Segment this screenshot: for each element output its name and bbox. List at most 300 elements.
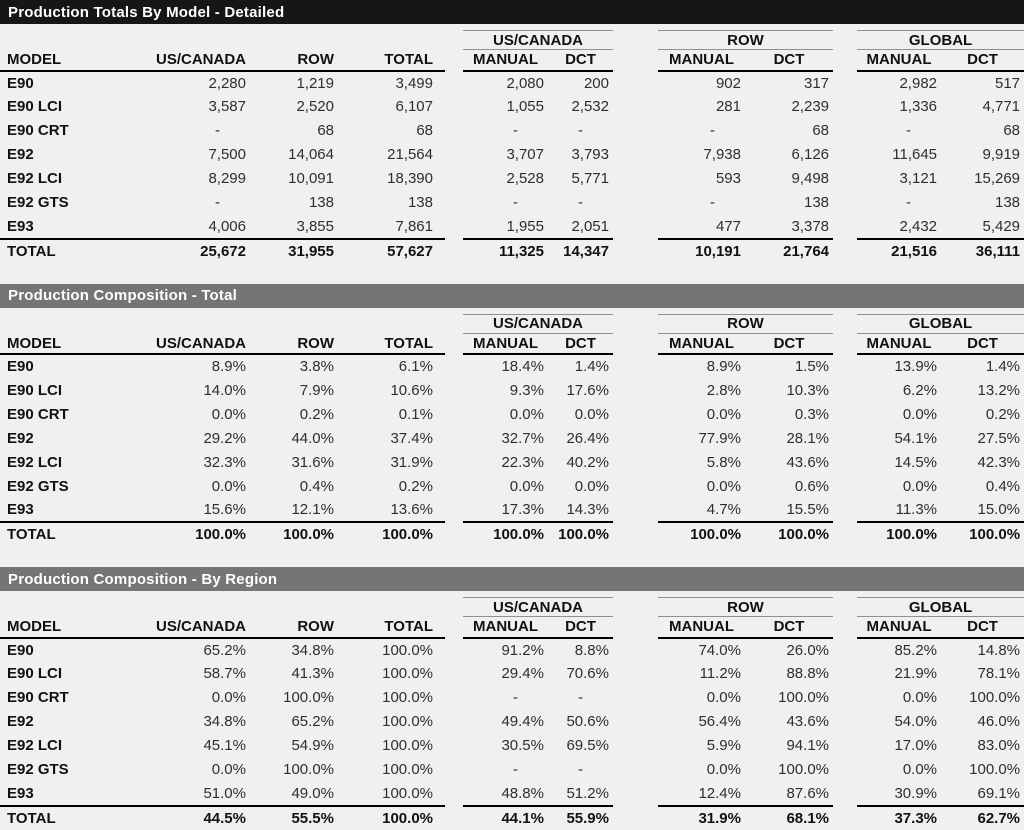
value-cell: 57,627 xyxy=(338,239,445,263)
value-cell: 15,269 xyxy=(974,170,1021,187)
column-gap xyxy=(833,638,857,662)
col-header-total: TOTAL xyxy=(338,50,445,71)
group-header-global: GLOBAL xyxy=(857,598,1024,617)
value-cell: 2,532 xyxy=(571,98,609,115)
value-cell: 29.4% xyxy=(501,665,544,682)
value-cell: 100.0% xyxy=(338,522,445,546)
value-cell: 0.0% xyxy=(211,477,246,495)
model-cell: E92 GTS xyxy=(7,194,69,211)
value-cell: 317 xyxy=(803,74,830,92)
column-gap xyxy=(833,734,857,758)
value-cell: 1.5% xyxy=(794,358,830,375)
value-cell: 5.8% xyxy=(706,453,741,471)
value-cell: 31.6% xyxy=(291,453,334,471)
blank-cell xyxy=(0,31,445,50)
value-cell: 6.2% xyxy=(902,381,938,399)
value-cell: 2,239 xyxy=(791,98,830,115)
value-cell: 1,055 xyxy=(506,98,544,115)
col-header-model: MODEL xyxy=(0,50,115,71)
value-cell: 100.0% xyxy=(778,689,830,706)
column-gap xyxy=(833,31,857,50)
value-cell: 11,325 xyxy=(463,239,548,263)
column-gap xyxy=(445,426,463,450)
section-title: Production Totals By Model - Detailed xyxy=(8,3,285,21)
table-row xyxy=(0,191,1024,215)
table-row xyxy=(0,686,1024,710)
value-cell: 15.6% xyxy=(203,501,246,518)
section-production-totals xyxy=(0,0,1024,263)
col-header-row: ROW xyxy=(250,50,338,71)
value-cell: 18.4% xyxy=(501,358,544,375)
column-gap xyxy=(833,450,857,474)
value-cell: 0.2% xyxy=(299,405,334,423)
value-cell: 8.9% xyxy=(706,358,741,375)
value-cell: 56.4% xyxy=(698,713,741,730)
column-gap xyxy=(613,239,658,263)
value-cell: 100.0% xyxy=(463,522,548,546)
table-row xyxy=(0,143,1024,167)
value-cell: - xyxy=(513,689,518,706)
column-gap xyxy=(445,450,463,474)
column-gap xyxy=(445,215,463,239)
value-cell: 0.2% xyxy=(398,477,433,495)
value-cell: 15.5% xyxy=(786,501,830,518)
col-header-manual: MANUAL xyxy=(658,50,745,71)
value-cell: 281 xyxy=(715,98,741,115)
value-cell: 7,938 xyxy=(703,146,741,163)
value-cell: - xyxy=(215,194,220,211)
value-cell: 51.0% xyxy=(203,784,246,802)
column-gap xyxy=(613,314,658,333)
total-row xyxy=(0,806,1024,830)
model-cell: E92 xyxy=(7,713,34,730)
value-cell: 0.0% xyxy=(211,761,246,778)
col-header-manual: MANUAL xyxy=(658,617,745,638)
value-cell: - xyxy=(215,122,220,139)
col-header-dct: DCT xyxy=(745,617,833,638)
value-cell: 0.0% xyxy=(902,405,938,423)
section-title: Production Composition - Total xyxy=(8,287,238,304)
value-cell: 34.8% xyxy=(291,641,334,659)
value-cell: 62.7% xyxy=(941,806,1024,830)
value-cell: 517 xyxy=(995,74,1021,92)
value-cell: 14.5% xyxy=(894,453,938,471)
column-gap xyxy=(613,191,658,215)
value-cell: 0.0% xyxy=(706,477,741,495)
value-cell: 0.0% xyxy=(211,405,246,423)
value-cell: 2,280 xyxy=(208,74,246,92)
column-gap xyxy=(445,734,463,758)
value-cell: 28.1% xyxy=(786,429,830,447)
model-cell: TOTAL xyxy=(0,522,115,546)
value-cell: 3,707 xyxy=(506,146,544,163)
column-gap xyxy=(445,378,463,402)
value-cell: 138 xyxy=(407,194,433,211)
value-cell: 593 xyxy=(715,170,741,187)
column-gap xyxy=(833,686,857,710)
column-gap xyxy=(833,426,857,450)
value-cell: 17.6% xyxy=(566,381,609,399)
value-cell: 0.0% xyxy=(211,689,246,706)
value-cell: 44.1% xyxy=(463,806,548,830)
value-cell: 21,564 xyxy=(387,146,433,163)
value-cell: 4,771 xyxy=(982,98,1021,115)
value-cell: 9,919 xyxy=(982,146,1021,163)
value-cell: 14.0% xyxy=(203,381,246,399)
section-title: Production Composition - By Region xyxy=(8,570,278,588)
value-cell: 2,520 xyxy=(296,98,334,115)
value-cell: 32.3% xyxy=(203,453,246,471)
value-cell: 77.9% xyxy=(698,429,741,447)
value-cell: 2,080 xyxy=(506,74,544,92)
value-cell: 100.0% xyxy=(250,522,338,546)
value-cell: - xyxy=(578,689,583,706)
table-row xyxy=(0,782,1024,806)
column-gap xyxy=(613,215,658,239)
value-cell: 44.5% xyxy=(115,806,250,830)
value-cell: 83.0% xyxy=(977,737,1021,754)
value-cell: 7,861 xyxy=(395,217,433,235)
value-cell: 9,498 xyxy=(791,170,830,187)
column-gap xyxy=(613,758,658,782)
table-row xyxy=(0,215,1024,239)
value-cell: 21.9% xyxy=(894,665,938,682)
col-header-dct: DCT xyxy=(548,333,613,354)
value-cell: 29.2% xyxy=(203,429,246,447)
value-cell: 43.6% xyxy=(786,453,830,471)
table-row xyxy=(0,426,1024,450)
column-gap xyxy=(613,31,658,50)
value-cell: - xyxy=(578,122,583,139)
table-row xyxy=(0,474,1024,498)
table-row xyxy=(0,167,1024,191)
value-cell: 14,347 xyxy=(548,239,613,263)
value-cell: 94.1% xyxy=(786,737,830,754)
value-cell: 138 xyxy=(995,194,1021,211)
column-gap xyxy=(833,50,857,71)
value-cell: 1.4% xyxy=(985,358,1021,375)
production-totals-table xyxy=(0,30,1024,263)
value-cell: 11.3% xyxy=(895,501,938,518)
value-cell: 65.2% xyxy=(203,641,246,659)
value-cell: 45.1% xyxy=(203,737,246,754)
column-gap xyxy=(445,758,463,782)
col-header-total: TOTAL xyxy=(338,617,445,638)
table-row xyxy=(0,402,1024,426)
value-cell: 12.4% xyxy=(698,784,741,802)
value-cell: 2.8% xyxy=(706,381,741,399)
model-cell: E92 LCI xyxy=(7,737,63,754)
value-cell: 2,528 xyxy=(506,170,544,187)
column-gap xyxy=(613,378,658,402)
value-cell: 100.0% xyxy=(115,522,250,546)
value-cell: 477 xyxy=(715,217,741,235)
column-gap xyxy=(613,686,658,710)
column-gap xyxy=(445,191,463,215)
table-row xyxy=(0,95,1024,119)
group-header-row xyxy=(0,31,1024,50)
model-cell: TOTAL xyxy=(0,239,115,263)
value-cell: 0.4% xyxy=(299,477,334,495)
column-gap xyxy=(613,498,658,522)
table-row xyxy=(0,450,1024,474)
section-title-bar xyxy=(0,0,1024,24)
value-cell: 100.0% xyxy=(338,806,445,830)
value-cell: 7.9% xyxy=(299,381,334,399)
value-cell: 10,191 xyxy=(658,239,745,263)
column-gap xyxy=(833,191,857,215)
value-cell: 88.8% xyxy=(786,665,830,682)
value-cell: 26.4% xyxy=(566,429,609,447)
model-cell: E90 xyxy=(7,74,34,92)
value-cell: 13.2% xyxy=(977,381,1021,399)
value-cell: 100.0% xyxy=(658,522,745,546)
column-gap xyxy=(833,758,857,782)
column-gap xyxy=(445,143,463,167)
value-cell: 18,390 xyxy=(387,170,433,187)
value-cell: 1,219 xyxy=(296,74,334,92)
composition-by-region-table xyxy=(0,597,1024,830)
col-header-uscanada: US/CANADA xyxy=(115,333,250,354)
column-gap xyxy=(613,662,658,686)
value-cell: - xyxy=(906,194,912,211)
column-gap xyxy=(833,782,857,806)
column-gap xyxy=(833,333,857,354)
value-cell: 3,121 xyxy=(899,170,938,187)
model-cell: E93 xyxy=(7,501,34,518)
column-gap xyxy=(833,378,857,402)
col-header-row: ROW xyxy=(250,617,338,638)
value-cell: 100.0% xyxy=(382,641,433,659)
section-composition-total xyxy=(0,284,1024,547)
column-gap xyxy=(445,686,463,710)
column-gap xyxy=(833,806,857,830)
column-gap xyxy=(833,239,857,263)
value-cell: 54.9% xyxy=(291,737,334,754)
col-header-manual: MANUAL xyxy=(857,333,941,354)
section-title-bar xyxy=(0,567,1024,591)
table-row xyxy=(0,710,1024,734)
value-cell: 100.0% xyxy=(548,522,613,546)
column-gap xyxy=(613,450,658,474)
column-gap xyxy=(445,598,463,617)
value-cell: - xyxy=(513,122,518,139)
model-cell: E92 xyxy=(7,429,34,447)
value-cell: 6.1% xyxy=(398,358,433,375)
column-gap xyxy=(613,474,658,498)
value-cell: 0.4% xyxy=(985,477,1021,495)
value-cell: 37.3% xyxy=(857,806,941,830)
column-gap xyxy=(613,95,658,119)
value-cell: 3,499 xyxy=(395,74,433,92)
col-header-manual: MANUAL xyxy=(463,617,548,638)
col-header-manual: MANUAL xyxy=(857,617,941,638)
value-cell: 49.4% xyxy=(501,713,544,730)
column-gap xyxy=(833,522,857,546)
value-cell: 100.0% xyxy=(382,761,433,778)
table-row xyxy=(0,71,1024,95)
column-gap xyxy=(613,522,658,546)
group-header-row-region: ROW xyxy=(658,31,833,50)
column-gap xyxy=(613,617,658,638)
value-cell: 8.9% xyxy=(211,358,246,375)
value-cell: 0.0% xyxy=(706,689,741,706)
table-row xyxy=(0,758,1024,782)
value-cell: 17.0% xyxy=(894,737,938,754)
section-title-bar xyxy=(0,284,1024,308)
column-gap xyxy=(613,143,658,167)
value-cell: 3.8% xyxy=(299,358,334,375)
blank-cell xyxy=(0,314,445,333)
value-cell: 0.0% xyxy=(574,477,609,495)
column-gap xyxy=(445,806,463,830)
col-header-model: MODEL xyxy=(0,333,115,354)
value-cell: 100.0% xyxy=(969,761,1021,778)
column-gap xyxy=(613,402,658,426)
column-gap xyxy=(613,710,658,734)
column-gap xyxy=(445,498,463,522)
value-cell: 14.8% xyxy=(977,641,1021,659)
total-row xyxy=(0,522,1024,546)
value-cell: 36,111 xyxy=(941,239,1024,263)
group-header-row xyxy=(0,314,1024,333)
model-cell: E92 LCI xyxy=(7,453,63,471)
group-header-uscanada: US/CANADA xyxy=(463,31,613,50)
value-cell: 100.0% xyxy=(941,522,1024,546)
value-cell: 138 xyxy=(803,194,830,211)
value-cell: 100.0% xyxy=(745,522,833,546)
column-gap xyxy=(445,71,463,95)
col-header-uscanada: US/CANADA xyxy=(115,50,250,71)
col-header-total: TOTAL xyxy=(338,333,445,354)
value-cell: 100.0% xyxy=(283,761,334,778)
column-gap xyxy=(613,50,658,71)
value-cell: 74.0% xyxy=(698,641,741,659)
value-cell: 43.6% xyxy=(786,713,830,730)
value-cell: 50.6% xyxy=(566,713,609,730)
value-cell: 68.1% xyxy=(745,806,833,830)
value-cell: 6,107 xyxy=(395,98,433,115)
model-cell: E92 GTS xyxy=(7,761,69,778)
value-cell: 100.0% xyxy=(382,689,433,706)
column-gap xyxy=(613,638,658,662)
model-cell: E92 GTS xyxy=(7,477,69,495)
column-gap xyxy=(613,598,658,617)
value-cell: 1,336 xyxy=(899,98,938,115)
column-gap xyxy=(613,734,658,758)
model-cell: E90 xyxy=(7,641,34,659)
column-gap xyxy=(833,143,857,167)
col-header-dct: DCT xyxy=(941,333,1024,354)
column-header-row xyxy=(0,617,1024,638)
value-cell: 0.2% xyxy=(985,405,1021,423)
value-cell: 70.6% xyxy=(566,665,609,682)
value-cell: 100.0% xyxy=(382,737,433,754)
value-cell: 14,064 xyxy=(288,146,334,163)
value-cell: 0.0% xyxy=(509,405,544,423)
col-header-dct: DCT xyxy=(941,617,1024,638)
value-cell: 100.0% xyxy=(382,665,433,682)
column-gap xyxy=(833,710,857,734)
column-header-row xyxy=(0,50,1024,71)
value-cell: 68 xyxy=(317,122,334,139)
value-cell: 11,645 xyxy=(892,146,938,163)
value-cell: 7,500 xyxy=(208,146,246,163)
value-cell: 138 xyxy=(308,194,334,211)
table-row xyxy=(0,662,1024,686)
table-row xyxy=(0,638,1024,662)
blank-cell xyxy=(0,598,445,617)
model-cell: E93 xyxy=(7,217,34,235)
value-cell: 49.0% xyxy=(291,784,334,802)
column-gap xyxy=(833,215,857,239)
value-cell: 22.3% xyxy=(501,453,544,471)
value-cell: 0.1% xyxy=(398,405,433,423)
value-cell: 31.9% xyxy=(390,453,433,471)
value-cell: 2,051 xyxy=(571,217,609,235)
value-cell: 10,091 xyxy=(288,170,334,187)
value-cell: 15.0% xyxy=(977,501,1021,518)
value-cell: 0.0% xyxy=(902,477,938,495)
value-cell: 34.8% xyxy=(203,713,246,730)
value-cell: 0.0% xyxy=(706,405,741,423)
col-header-manual: MANUAL xyxy=(463,333,548,354)
value-cell: 0.0% xyxy=(706,761,741,778)
value-cell: 6,126 xyxy=(791,146,830,163)
column-gap xyxy=(613,71,658,95)
model-cell: E90 LCI xyxy=(7,665,63,682)
value-cell: 100.0% xyxy=(857,522,941,546)
column-gap xyxy=(445,239,463,263)
table-row xyxy=(0,354,1024,378)
value-cell: 85.2% xyxy=(894,641,938,659)
value-cell: 1,955 xyxy=(506,217,544,235)
value-cell: 48.8% xyxy=(501,784,544,802)
column-gap xyxy=(833,95,857,119)
table-row xyxy=(0,734,1024,758)
value-cell: 40.2% xyxy=(566,453,609,471)
section-composition-by-region xyxy=(0,567,1024,830)
value-cell: 27.5% xyxy=(977,429,1021,447)
column-gap xyxy=(445,710,463,734)
model-cell: E90 CRT xyxy=(7,405,69,423)
model-cell: E93 xyxy=(7,784,34,802)
col-header-dct: DCT xyxy=(548,617,613,638)
value-cell: 9.3% xyxy=(509,381,544,399)
value-cell: 17.3% xyxy=(501,501,544,518)
value-cell: 12.1% xyxy=(291,501,334,518)
value-cell: 100.0% xyxy=(969,689,1021,706)
column-header-row xyxy=(0,333,1024,354)
value-cell: 11.2% xyxy=(699,665,741,682)
model-cell: E90 CRT xyxy=(7,689,69,706)
column-gap xyxy=(445,314,463,333)
value-cell: 41.3% xyxy=(291,665,334,682)
column-gap xyxy=(613,167,658,191)
value-cell: 0.6% xyxy=(794,477,830,495)
col-header-dct: DCT xyxy=(941,50,1024,71)
column-gap xyxy=(613,354,658,378)
column-gap xyxy=(445,31,463,50)
value-cell: 51.2% xyxy=(566,784,609,802)
col-header-manual: MANUAL xyxy=(658,333,745,354)
column-gap xyxy=(833,314,857,333)
column-gap xyxy=(445,119,463,143)
value-cell: 58.7% xyxy=(203,665,246,682)
value-cell: - xyxy=(513,761,518,778)
group-header-row-region: ROW xyxy=(658,314,833,333)
value-cell: 100.0% xyxy=(283,689,334,706)
